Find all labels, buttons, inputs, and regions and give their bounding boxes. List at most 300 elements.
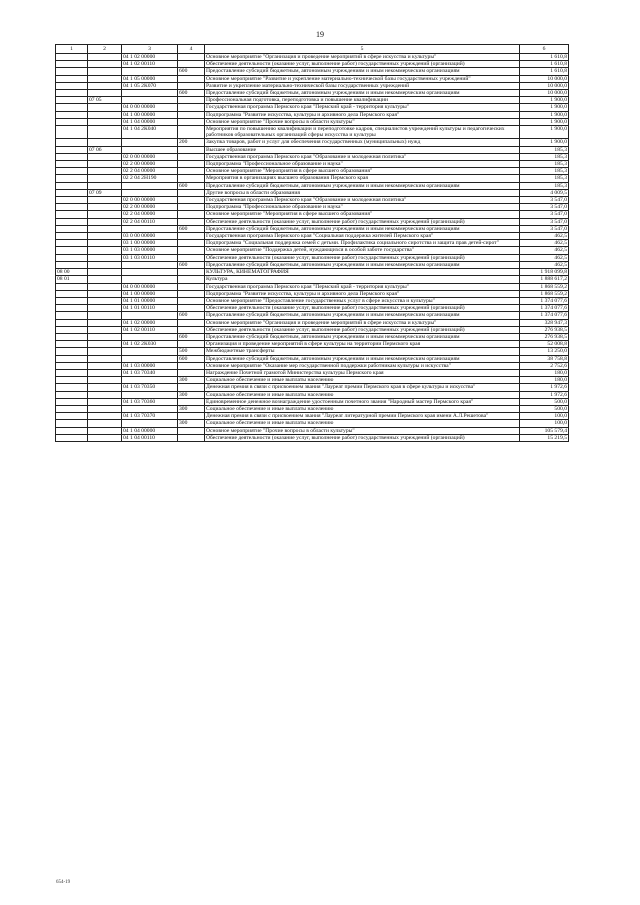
amount-cell: 15 219,5: [520, 434, 569, 441]
table-row: [56, 111, 569, 118]
target-article-cell: [122, 97, 178, 104]
expense-type-cell: [178, 175, 205, 182]
subsection-cell: [88, 104, 122, 111]
table-row: [56, 297, 569, 304]
table-row: [56, 305, 569, 312]
amount-cell: 2 752,6: [520, 362, 569, 369]
table-row: [56, 427, 569, 434]
description-cell: Профессиональная подготовка, переподготовка и повышение квалификации: [205, 97, 520, 104]
expense-type-cell: [178, 434, 205, 441]
description-cell: Единовременное денежное вознаграждение удостоенным почетного звания "Народный мастер Пермского края": [205, 398, 520, 405]
target-article-cell: 04 1 04 2К040: [122, 126, 178, 139]
table-row: [56, 420, 569, 427]
amount-cell: 52 008,8: [520, 341, 569, 348]
table-row: [56, 61, 569, 68]
description-cell: Предоставление субсидий бюджетным, автономным учреждениям и иным некоммерческим организациям: [205, 312, 520, 319]
subsection-cell: [88, 290, 122, 297]
description-cell: Обеспечение деятельности (оказание услуг, выполнение работ) государственных учреждений (организаций): [205, 305, 520, 312]
expense-type-cell: [178, 269, 205, 276]
description-cell: Подпрограмма "Профессиональное образование и наука": [205, 161, 520, 168]
table-row: [56, 175, 569, 182]
section-cell: [56, 305, 88, 312]
section-cell: [56, 326, 88, 333]
amount-cell: 276 938,5: [520, 333, 569, 340]
description-cell: Социальное обеспечение и иные выплаты населению: [205, 405, 520, 412]
expense-type-cell: [178, 204, 205, 211]
table-row: [56, 153, 569, 160]
table-row: [56, 211, 569, 218]
subsection-cell: [88, 391, 122, 398]
table-row: [56, 434, 569, 441]
target-article-cell: 04 1 04 00000: [122, 118, 178, 125]
target-article-cell: 03 1 00 00000: [122, 240, 178, 247]
description-cell: Государственная программа Пермского края "Пермский край - территория культуры": [205, 104, 520, 111]
expense-type-cell: [178, 247, 205, 254]
section-cell: [56, 283, 88, 290]
amount-cell: 3 547,0: [520, 218, 569, 225]
expense-type-cell: [178, 427, 205, 434]
description-cell: Обеспечение деятельности (оказание услуг, выполнение работ) государственных учреждений (организаций): [205, 61, 520, 68]
amount-cell: 180,0: [520, 377, 569, 384]
table-row: [56, 126, 569, 139]
subsection-cell: [88, 269, 122, 276]
expense-type-cell: [178, 362, 205, 369]
target-article-cell: 03 0 00 00000: [122, 233, 178, 240]
section-cell: [56, 355, 88, 362]
table-row: [56, 326, 569, 333]
table-row: [56, 189, 569, 196]
section-cell: [56, 90, 88, 97]
description-cell: Предоставление субсидий бюджетным, автономным учреждениям и иным некоммерческим организациям: [205, 333, 520, 340]
subsection-cell: [88, 175, 122, 182]
target-article-cell: 02 2 04 00000: [122, 211, 178, 218]
section-cell: [56, 175, 88, 182]
subsection-cell: [88, 377, 122, 384]
description-cell: Государственная программа Пермского края "Пермский край - территория культуры": [205, 283, 520, 290]
expense-type-cell: [178, 97, 205, 104]
amount-cell: 276 938,5: [520, 326, 569, 333]
column-header: 1: [56, 45, 88, 54]
amount-cell: 4 009,5: [520, 189, 569, 196]
amount-cell: 500,0: [520, 398, 569, 405]
section-cell: [56, 126, 88, 139]
description-cell: Денежная премия в связи с присвоением звания "Лауреат премии Пермского края в сфере культуры и искусства": [205, 384, 520, 391]
amount-cell: 1 918 099,8: [520, 269, 569, 276]
amount-cell: 185,3: [520, 168, 569, 175]
amount-cell: 100,0: [520, 420, 569, 427]
section-cell: [56, 420, 88, 427]
description-cell: Предоставление субсидий бюджетным, автономным учреждениям и иным некоммерческим организациям: [205, 225, 520, 232]
subsection-cell: [88, 225, 122, 232]
expense-type-cell: [178, 254, 205, 261]
amount-cell: 1 900,0: [520, 118, 569, 125]
amount-cell: 3 547,0: [520, 197, 569, 204]
section-cell: [56, 254, 88, 261]
subsection-cell: [88, 297, 122, 304]
table-row: [56, 82, 569, 89]
target-article-cell: 04 1 01 00110: [122, 305, 178, 312]
amount-cell: 38 758,8: [520, 355, 569, 362]
target-article-cell: [122, 333, 178, 340]
expense-type-cell: [178, 276, 205, 283]
section-cell: [56, 333, 88, 340]
expense-type-cell: 600: [178, 355, 205, 362]
expense-type-cell: 200: [178, 139, 205, 146]
target-article-cell: [122, 189, 178, 196]
expense-type-cell: 600: [178, 225, 205, 232]
table-row: [56, 319, 569, 326]
target-article-cell: [122, 225, 178, 232]
description-cell: Предоставление субсидий бюджетным, автономным учреждениям и иным некоммерческим организациям: [205, 90, 520, 97]
amount-cell: 185,3: [520, 153, 569, 160]
section-cell: [56, 434, 88, 441]
subsection-cell: [88, 204, 122, 211]
amount-cell: 185,3: [520, 146, 569, 153]
subsection-cell: [88, 75, 122, 82]
amount-cell: 1 610,8: [520, 54, 569, 61]
amount-cell: 1 900,0: [520, 126, 569, 139]
subsection-cell: [88, 54, 122, 61]
table-row: [56, 225, 569, 232]
table-row: [56, 168, 569, 175]
target-article-cell: [122, 355, 178, 362]
amount-cell: 1 900,0: [520, 104, 569, 111]
description-cell: Закупка товаров, работ и услуг для обеспечения государственных (муниципальных) нужд: [205, 139, 520, 146]
expense-type-cell: 300: [178, 391, 205, 398]
target-article-cell: 02 2 00 00000: [122, 161, 178, 168]
table-row: [56, 369, 569, 376]
expense-type-cell: 600: [178, 312, 205, 319]
subsection-cell: [88, 197, 122, 204]
expense-type-cell: [178, 82, 205, 89]
subsection-cell: [88, 326, 122, 333]
target-article-cell: 04 1 03 70350: [122, 384, 178, 391]
description-cell: Основное мероприятие "Организация и проведение мероприятий в сфере искусства и культуры": [205, 319, 520, 326]
table-row: [56, 90, 569, 97]
expense-type-cell: 600: [178, 90, 205, 97]
section-cell: [56, 104, 88, 111]
expense-type-cell: 300: [178, 405, 205, 412]
target-article-cell: [122, 405, 178, 412]
description-cell: Высшее образование: [205, 146, 520, 153]
target-article-cell: [122, 182, 178, 189]
expense-type-cell: [178, 326, 205, 333]
target-article-cell: 04 1 01 00000: [122, 297, 178, 304]
description-cell: Награждение Почетной грамотой Министерства культуры Пермского края: [205, 369, 520, 376]
amount-cell: 500,0: [520, 405, 569, 412]
expense-type-cell: [178, 290, 205, 297]
section-cell: [56, 118, 88, 125]
target-article-cell: [122, 348, 178, 355]
description-cell: Подпрограмма "Профессиональное образование и наука": [205, 204, 520, 211]
expense-type-cell: [178, 118, 205, 125]
target-article-cell: [122, 420, 178, 427]
table-row: [56, 269, 569, 276]
table-row: [56, 240, 569, 247]
amount-cell: 3 547,0: [520, 225, 569, 232]
section-cell: [56, 197, 88, 204]
section-cell: [56, 297, 88, 304]
description-cell: Подпрограмма "Развитие искусства, культуры и архивного дела Пермского края": [205, 290, 520, 297]
description-cell: Организация и проведение мероприятий в сфере культуры на территории Пермского края: [205, 341, 520, 348]
target-article-cell: [122, 146, 178, 153]
target-article-cell: 04 1 05 2К070: [122, 82, 178, 89]
target-article-cell: 02 0 00 00000: [122, 153, 178, 160]
subsection-cell: [88, 139, 122, 146]
target-article-cell: 04 1 04 00000: [122, 427, 178, 434]
expense-type-cell: [178, 218, 205, 225]
amount-cell: 185,3: [520, 182, 569, 189]
amount-cell: 328 947,3: [520, 319, 569, 326]
amount-cell: 1 972,6: [520, 391, 569, 398]
description-cell: Основное мероприятие "Поддержка детей, нуждающихся в особой заботе государства": [205, 247, 520, 254]
subsection-cell: [88, 111, 122, 118]
subsection-cell: [88, 161, 122, 168]
table-row: [56, 68, 569, 75]
expense-type-cell: [178, 54, 205, 61]
subsection-cell: [88, 211, 122, 218]
description-cell: Другие вопросы в области образования: [205, 189, 520, 196]
section-cell: [56, 139, 88, 146]
amount-cell: 462,5: [520, 254, 569, 261]
section-cell: [56, 61, 88, 68]
description-cell: Подпрограмма "Социальная поддержка семей с детьми. Профилактика социального сиротства и защита прав детей-сирот": [205, 240, 520, 247]
target-article-cell: [122, 276, 178, 283]
section-cell: 08 01: [56, 276, 88, 283]
subsection-cell: [88, 384, 122, 391]
section-cell: [56, 204, 88, 211]
table-row: [56, 233, 569, 240]
target-article-cell: 04 0 00 00000: [122, 104, 178, 111]
subsection-cell: [88, 168, 122, 175]
section-cell: [56, 391, 88, 398]
amount-cell: 1 900,0: [520, 97, 569, 104]
description-cell: Мероприятия по повышению квалификации и переподготовке кадров, специалистов учреждений культуры и педагогических работников образовательных организаций сферы искусства и культуры: [205, 126, 520, 139]
target-article-cell: 04 1 02 2К030: [122, 341, 178, 348]
expense-type-cell: [178, 413, 205, 420]
amount-cell: 1 888 617,2: [520, 276, 569, 283]
target-article-cell: [122, 68, 178, 75]
target-article-cell: 02 2 00 00000: [122, 204, 178, 211]
description-cell: Обеспечение деятельности (оказание услуг, выполнение работ) государственных учреждений (организаций): [205, 254, 520, 261]
expense-type-cell: [178, 161, 205, 168]
section-cell: [56, 427, 88, 434]
subsection-cell: [88, 355, 122, 362]
description-cell: Межбюджетные трансферты: [205, 348, 520, 355]
subsection-cell: [88, 362, 122, 369]
expense-type-cell: [178, 168, 205, 175]
target-article-cell: 02 2 04 2Н190: [122, 175, 178, 182]
subsection-cell: [88, 276, 122, 283]
column-header: 4: [178, 45, 205, 54]
amount-cell: 462,5: [520, 247, 569, 254]
amount-cell: 1 374 077,6: [520, 297, 569, 304]
table-row: [56, 247, 569, 254]
amount-cell: 1 868 559,2: [520, 283, 569, 290]
expense-type-cell: 600: [178, 182, 205, 189]
description-cell: Предоставление субсидий бюджетным, автономным учреждениям и иным некоммерческим организациям: [205, 355, 520, 362]
subsection-cell: [88, 233, 122, 240]
expense-type-cell: 600: [178, 68, 205, 75]
subsection-cell: [88, 153, 122, 160]
amount-cell: 13 250,0: [520, 348, 569, 355]
expense-type-cell: [178, 111, 205, 118]
amount-cell: 1 900,0: [520, 111, 569, 118]
amount-cell: 3 547,0: [520, 204, 569, 211]
amount-cell: 180,0: [520, 369, 569, 376]
table-row: [56, 139, 569, 146]
table-row: [56, 104, 569, 111]
description-cell: Социальное обеспечение и иные выплаты населению: [205, 391, 520, 398]
table-row: [56, 405, 569, 412]
expense-type-cell: [178, 233, 205, 240]
subsection-cell: [88, 341, 122, 348]
section-cell: [56, 261, 88, 268]
section-cell: [56, 312, 88, 319]
description-cell: Основное мероприятие "Оказание мер государственной поддержки работникам культуры и искусства": [205, 362, 520, 369]
section-cell: [56, 189, 88, 196]
subsection-cell: 07 05: [88, 97, 122, 104]
table-row: [56, 254, 569, 261]
subsection-cell: [88, 126, 122, 139]
section-cell: [56, 68, 88, 75]
description-cell: Основное мероприятие "Мероприятия в сфере высшего образования": [205, 211, 520, 218]
subsection-cell: [88, 369, 122, 376]
section-cell: [56, 218, 88, 225]
section-cell: [56, 146, 88, 153]
amount-cell: 462,5: [520, 233, 569, 240]
description-cell: Основное мероприятие "Прочие вопросы в области культуры": [205, 118, 520, 125]
table-row: [56, 197, 569, 204]
target-article-cell: 04 1 03 70360: [122, 398, 178, 405]
subsection-cell: [88, 254, 122, 261]
target-article-cell: 02 0 00 00000: [122, 197, 178, 204]
amount-cell: 3 547,0: [520, 211, 569, 218]
amount-cell: 10 000,0: [520, 82, 569, 89]
table-row: [56, 341, 569, 348]
table-row: [56, 118, 569, 125]
description-cell: Социальное обеспечение и иные выплаты населению: [205, 420, 520, 427]
expense-type-cell: [178, 305, 205, 312]
expense-type-cell: 300: [178, 377, 205, 384]
description-cell: Государственная программа Пермского края "Образование и молодежная политика": [205, 153, 520, 160]
table-row: [56, 384, 569, 391]
description-cell: КУЛЬТУРА, КИНЕМАТОГРАФИЯ: [205, 269, 520, 276]
expense-type-cell: 300: [178, 420, 205, 427]
amount-cell: 185,3: [520, 161, 569, 168]
expense-type-cell: [178, 211, 205, 218]
expense-type-cell: [178, 61, 205, 68]
expense-type-cell: [178, 146, 205, 153]
description-cell: Обеспечение деятельности (оказание услуг, выполнение работ) государственных учреждений (организаций): [205, 434, 520, 441]
column-header: 2: [88, 45, 122, 54]
table-row: [56, 348, 569, 355]
table-row: [56, 276, 569, 283]
table-row: [56, 377, 569, 384]
target-article-cell: 04 1 02 00000: [122, 319, 178, 326]
section-cell: [56, 247, 88, 254]
section-cell: [56, 225, 88, 232]
target-article-cell: [122, 269, 178, 276]
subsection-cell: [88, 333, 122, 340]
target-article-cell: 04 1 02 00110: [122, 326, 178, 333]
table-row: [56, 355, 569, 362]
amount-cell: 462,5: [520, 240, 569, 247]
target-article-cell: [122, 261, 178, 268]
target-article-cell: 04 1 00 00000: [122, 290, 178, 297]
amount-cell: 1 374 077,6: [520, 312, 569, 319]
table-row: [56, 97, 569, 104]
amount-cell: 1 610,8: [520, 68, 569, 75]
table-row: [56, 146, 569, 153]
description-cell: Обеспечение деятельности (оказание услуг, выполнение работ) государственных учреждений (организаций): [205, 326, 520, 333]
section-cell: [56, 82, 88, 89]
table-row: [56, 413, 569, 420]
subsection-cell: [88, 398, 122, 405]
column-header: 5: [205, 45, 520, 54]
table-row: [56, 290, 569, 297]
table-row: [56, 204, 569, 211]
section-cell: [56, 384, 88, 391]
description-cell: Обеспечение деятельности (оказание услуг, выполнение работ) государственных учреждений (организаций): [205, 218, 520, 225]
table-row: [56, 391, 569, 398]
subsection-cell: [88, 312, 122, 319]
target-article-cell: [122, 312, 178, 319]
expense-type-cell: [178, 384, 205, 391]
section-cell: [56, 182, 88, 189]
subsection-cell: [88, 261, 122, 268]
subsection-cell: [88, 420, 122, 427]
section-cell: [56, 211, 88, 218]
description-cell: Основное мероприятие "Развитие и укрепление материально-технической базы государственных учреждений": [205, 75, 520, 82]
column-header: 6: [520, 45, 569, 54]
target-article-cell: 04 1 03 00000: [122, 362, 178, 369]
description-cell: Культура: [205, 276, 520, 283]
budget-table: [55, 44, 569, 442]
section-cell: [56, 54, 88, 61]
expense-type-cell: [178, 369, 205, 376]
section-cell: [56, 362, 88, 369]
target-article-cell: 04 1 04 00110: [122, 434, 178, 441]
expense-type-cell: [178, 319, 205, 326]
section-cell: [56, 97, 88, 104]
target-article-cell: 02 2 04 00000: [122, 168, 178, 175]
subsection-cell: [88, 240, 122, 247]
section-cell: [56, 75, 88, 82]
header-row: [56, 45, 569, 54]
section-cell: [56, 319, 88, 326]
subsection-cell: [88, 82, 122, 89]
expense-type-cell: [178, 189, 205, 196]
amount-cell: 10 000,0: [520, 90, 569, 97]
table-row: [56, 75, 569, 82]
subsection-cell: [88, 434, 122, 441]
subsection-cell: 07 09: [88, 189, 122, 196]
expense-type-cell: 500: [178, 348, 205, 355]
subsection-cell: [88, 90, 122, 97]
description-cell: Подпрограмма "Развитие искусства, культуры и архивного дела Пермского края": [205, 111, 520, 118]
expense-type-cell: 600: [178, 333, 205, 340]
subsection-cell: [88, 305, 122, 312]
section-cell: [56, 348, 88, 355]
section-cell: [56, 111, 88, 118]
amount-cell: 1 972,6: [520, 384, 569, 391]
subsection-cell: 07 06: [88, 146, 122, 153]
amount-cell: 462,5: [520, 261, 569, 268]
section-cell: [56, 398, 88, 405]
description-cell: Денежная премия в связи с присвоением звания "Лауреат литературной премии Пермского края имени А.Л.Решетова": [205, 413, 520, 420]
description-cell: Мероприятия в организациях высшего образования Пермского края: [205, 175, 520, 182]
